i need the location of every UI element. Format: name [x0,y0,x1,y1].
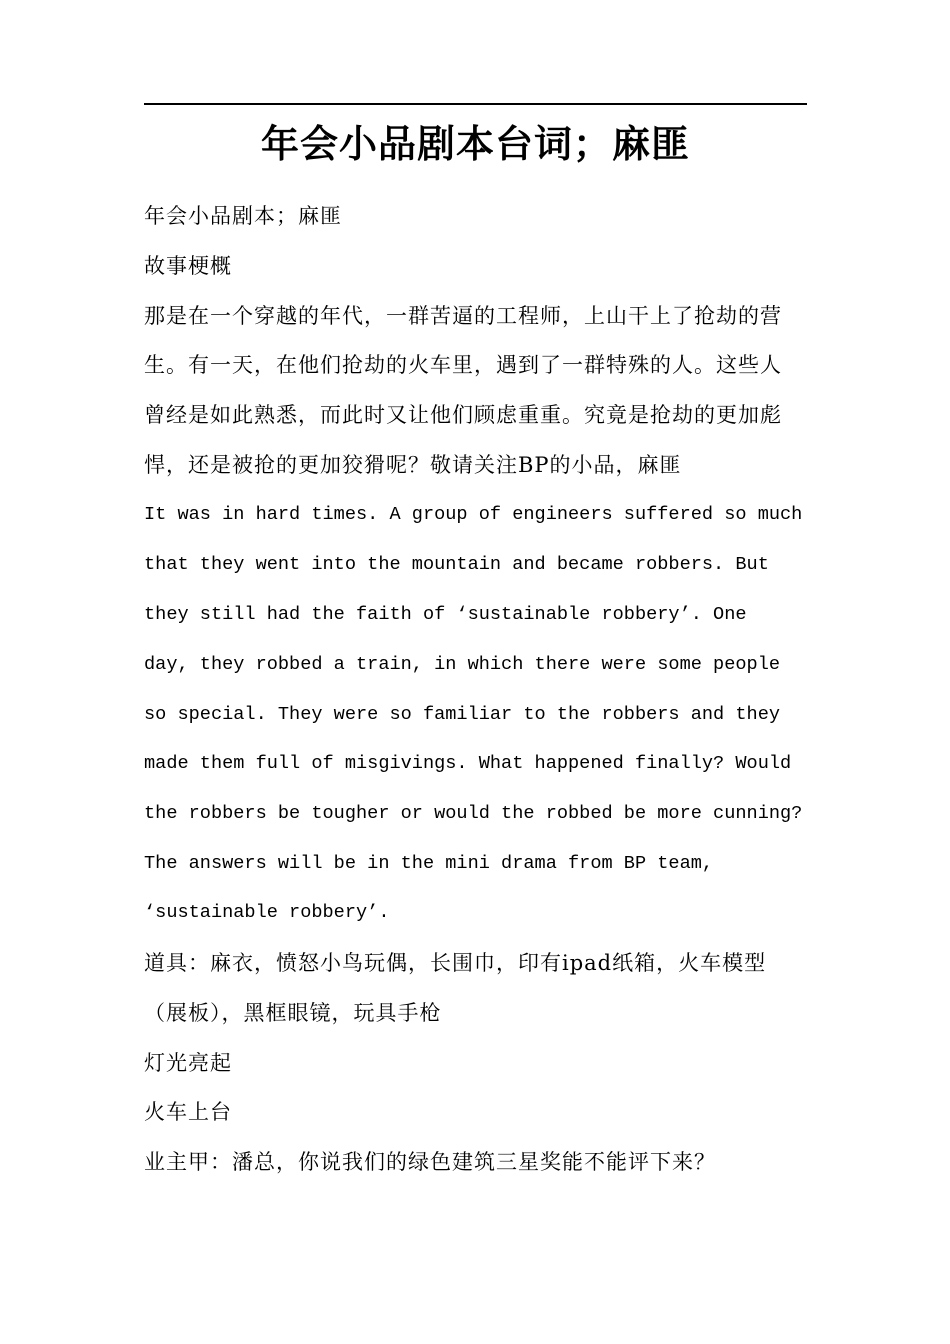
synopsis-line: 曾经是如此熟悉，而此时又让他们顾虑重重。究竟是抢劫的更加彪 [144,403,782,427]
synopsis-english-line: ‘sustainable robbery’. [144,902,390,923]
synopsis-english-line: the robbers be tougher or would the robbed be more cunning? [144,803,803,824]
synopsis-english-line: It was in hard times. A group of engineers suffered so much [144,504,803,525]
synopsis-line: 那是在一个穿越的年代，一群苦逼的工程师，上山干上了抢劫的营 [144,304,782,328]
stage-direction: 火车上台 [144,1100,232,1124]
synopsis-english-line: so special. They were so familiar to the robbers and they [144,704,781,725]
synopsis-line: 悍，还是被抢的更加狡猾呢？敬请关注BP的小品，麻匪 [144,453,682,477]
synopsis-line: 生。有一天，在他们抢劫的火车里，遇到了一群特殊的人。这些人 [144,353,782,377]
dialogue-line: 业主甲：潘总，你说我们的绿色建筑三星奖能不能评下来？ [144,1150,716,1174]
synopsis-english-line: they still had the faith of ‘sustainable robbery’. One [144,604,747,625]
stage-direction: 灯光亮起 [144,1051,232,1075]
props-line: 道具：麻衣，愤怒小鸟玩偶，长围巾，印有ipad纸箱，火车模型 [144,951,767,975]
synopsis-english-line: The answers will be in the mini drama from BP team, [144,853,714,874]
synopsis-english-line: day, they robbed a train, in which there were some people [144,654,781,675]
synopsis-english-line: that they went into the mountain and became robbers. But [144,554,769,575]
section-heading-synopsis: 故事梗概 [144,254,232,278]
document-title: 年会小品剧本台词；麻匪 [260,122,690,166]
subtitle-line: 年会小品剧本；麻匪 [144,204,342,228]
props-line: （展板），黑框眼镜，玩具手枪 [144,1001,442,1025]
header-rule [144,103,807,105]
synopsis-english-line: made them full of misgivings. What happened finally? Would [144,753,792,774]
